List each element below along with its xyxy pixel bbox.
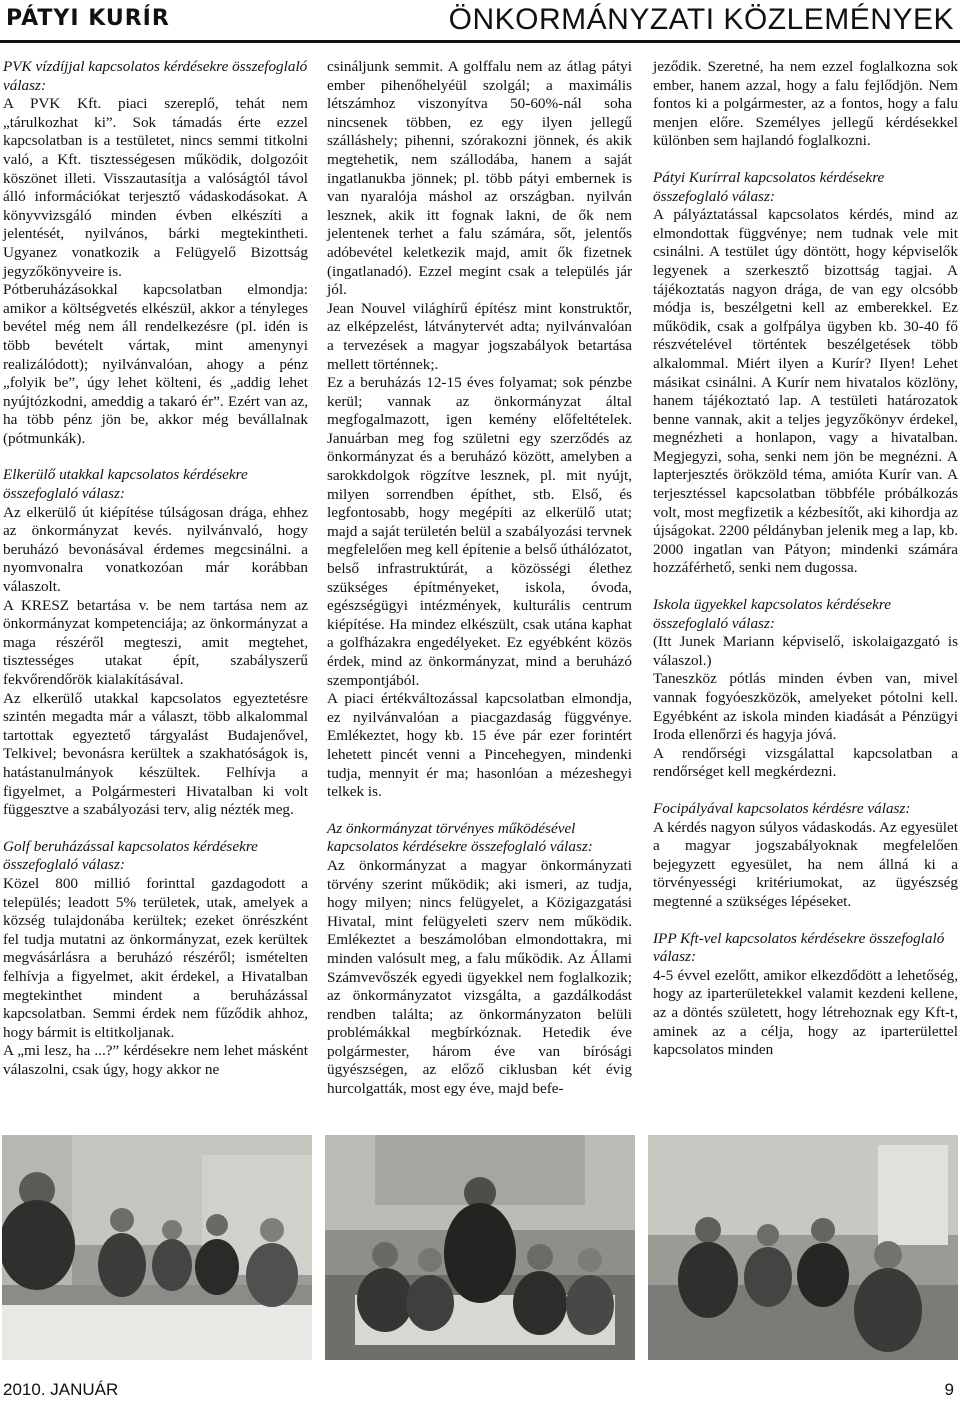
body-paragraph: Pótberuházásokkal kapcsolatban elmondja: amikor a költségvetés elkészül, akkor a tényleges bevétel még nem áll rendelkezésre (pl. idén is több bevételt vártak, mint amenynyi realizálódott); nyilvánvalóan, ahogy a pénz „folyik be”, úgy lehet költeni, és „addig lehet nyújtózkodni, ameddig a takaró ér”. Ezért van az, ha több pénz jön be, akkor még bevállalnak (pótmunkák). [3, 281, 308, 447]
body-paragraph: A „mi lesz, ha ...?” kérdésekre nem lehet másként válaszolni, csak úgy, hogy akkor ne [3, 1042, 308, 1078]
section-heading: Focipályával kapcsolatos kérdésre válasz: [653, 799, 911, 817]
section-title: ÖNKORMÁNYZATI KÖZLEMÉNYEK [448, 3, 954, 36]
section-heading: IPP Kft-vel kapcsolatos kérdésekre összefoglaló válasz: [653, 929, 945, 966]
body-paragraph: Ez a beruházás 12-15 éves folyamat; sok pénzbe kerül; vannak az önkormányzat által megfogalmazott, igen kemény előfeltételek. Januárban meg fog születni egy szerződés az önkormányzat és a beruházó között, amelyben a sarokkdolgok rögzítve lesznek, pl. mit nyújt, milyen sorrendben építhet, stb. Első, és legfontosabb, hogy megépíti az elkerülő utat; majd a saját területén belül a szabályozási tervnek megfelelően meg kell építenie a belső úthálózatot, belső infrastruktúrát, a közösségi élethez szükséges építményeket, iskola, óvoda, egészségügyi intézmények, kulturális centrum kiépítése. Ha mindez elkészült, csak utána kaphat a golfházakra engedélyeket. Ez egyébként közös érdek, mind az önkormányzat, mind a beruházó szempontjából. [327, 374, 632, 689]
page-footer [0, 1378, 960, 1403]
body-paragraph: csináljunk semmit. A golffalu nem az átlag pátyi ember pihenőhelyéül szolgál; a maximális létszámhoz viszonyítva 50-60%-nál soha nincsenek többen, ez egy ilyen jellegű szálláshely; pihenni, szórakozni jönnek, és akik megtehetik, nem szállodába, hanem a saját ingatlanukba jönnek; pl. több pátyi embernek is van nyaralója máshol az országban. nyilván lesznek, akik itt fognak lakni, de ők nem jelentenek terhet a falu számára, sőt, jelentős adóbevétel keletkezik majd, amit ők fizetnek (ingatlanadó). Ezzel megint csak a település jár jól. [327, 58, 632, 299]
body-paragraph: A pályáztatással kapcsolatos kérdés, mind az elmondottak függvénye; nem tudnak vele mit csinálni. A testület úgy döntött, hogy képviselők legyenek a szerkesztő bizottság tagjai. A tájékoztatás nagyon drága, de van egy olcsóbb módja is, beszélgetni kell az emberekkel. Ez működik, csak a golfpálya ügyben kb. 30-40 fő részvételével történtek beszélgetések több alkalommal. Miért ilyen a Kurír? Ilyen! Lehet másikat csinálni. A Kurír nem hivatalos közlöny, hanem tájékoztató lap. A testületi határozatok benne vannak, akit a teljes jegyzőkönyv érdekel, megnézheti a honlapon, vagy a hivatalban. Megjegyzi, soha, senki nem jön be megnézni. A lapterjesztés örökzöld téma, amióta Kurír van. A terjesztéssel kapcsolatban többféle próbálkozás volt, most megfizetik a kézbesítőt, aki kihordja az újságokat. 2200 példányban jelenik meg a lap, kb. 2000 ingatlan van Pátyon; mindenki számára hozzáférhető, senki nem dugossa. [653, 206, 958, 577]
section-heading: Golf beruházással kapcsolatos kérdésekre összefoglaló válasz: [3, 837, 258, 874]
issue-date: 2010. JANUÁR [3, 1380, 119, 1399]
meeting-photo-1 [2, 1135, 312, 1360]
body-paragraph: A KRESZ betartása v. be nem tartása nem az önkormányzat kompetenciája; az önkormányzat a maga részéről megteszi, amit megtehet, tisztességes utakat épít, szabályszerű fekvőrendőrök kialakításával. [3, 596, 308, 688]
body-paragraph: Jean Nouvel világhírű építész mint konstruktőr, az elképzelést, látványtervét adta; nyilvánvalóan a tervezések a magyar jogszabályok betartása mellett történnek;. [327, 299, 632, 373]
body-paragraph: Taneszköz pótlás minden évben van, mivel vannak fogyóeszközök, amelyeket pótolni kell. Egyébként az iskola minden kiadását a Pénzügyi Iroda ellenőrzi és hagyja jóvá. [653, 670, 958, 744]
body-paragraph: 4-5 évvel ezelőtt, amikor elkezdődött a lehetőség, hogy az iparterületekkel valamit kezdeni kellene, az a döntés született, hogy létrehoznak egy Kft-t, aminek az a célja, hogy az iparterülettel kapcsolatos minden [653, 966, 958, 1059]
section-heading: Elkerülő utakkal kapcsolatos kérdésekre összefoglaló válasz: [3, 466, 248, 503]
body-paragraph: A PVK Kft. piaci szereplő, tehát nem „tárulkozhat ki”. Sok támadás érte ezzel kapcsolatban is a testületet, nincs semmi titkolni való, a Kft. tisztességesen működik, dolgozóit köszönet illeti. Visszautasítja a valóságtól távol álló információkat terjesztő vádaskodásokat. A könyvvizsgáló minden évben elkészíti a jelentését, nyilvános, bárki megtekintheti. Ugyanez vonatkozik a Felügyelő Bizottság jegyzőkönyveire is. [3, 95, 308, 280]
body-paragraph: Az önkormányzat a magyar önkormányzati törvény szerint működik; aki ismeri, az tudja, hogy milyen; nincs felügyelet, a Közigazgatási Hivatal, mint felügyeleti szerv nem működik. Emlékeztet a beszámolóban elmondottakra, mi minden valósult meg, a falu működik. Az Állami Számvevőszék egyedi ügyekkel nem foglalkozik; az önkormányzatot vizsgálta, a gazdálkodást rendben találta; az önkormányzaton belüli problémákkal megbírkóznak. Hetedik éve polgármester, három éve van bírósági ügyészségen, az előző ciklusban két évig hurcolgatták, most egy éve, majd befe- [327, 856, 632, 1098]
body-paragraph: jeződik. Szeretné, ha nem ezzel foglalkozna sok ember, hanem azzal, hogy a falu fejlődjön. Nem fontos ki a polgármester, az a fontos, hogy a falu menjen előre. Személyes jellegű kérdésekkel különben sem hajlandó foglalkozni. [653, 58, 958, 150]
body-paragraph: (Itt Junek Mariann képviselő, iskolaigazgató is válaszol.) [653, 633, 958, 669]
text-column-1 [3, 58, 308, 1079]
body-paragraph: Közel 800 millió forinttal gazdagodott a település; leadott 5% területek, utak, amelyek a község tulajdonába kerültek; ezeket önrészként fel tudja mutatni az önkormányzat, ezek kerültek megvásárlásra a beruházó részéről; ismételten felhívja a figyelmet, akit érdekel, a Hivatalban megtekinthet mindent a beruházással kapcsolatban. Semmi érdek nem fűződik ahhoz, hogy bármit is eltitkoljanak. [3, 874, 308, 1041]
section-heading: PVK vízdíjjal kapcsolatos kérdésekre összefoglaló válasz: [3, 58, 308, 94]
section-heading: Pátyi Kurírral kapcsolatos kérdésekre összefoglaló válasz: [653, 168, 885, 205]
body-paragraph: A rendőrségi vizsgálattal kapcsolatban a rendőrséget kell megkérdezni. [653, 744, 958, 781]
newspaper-logo: PÁTYI KURÍR [6, 6, 170, 31]
section-heading: Iskola ügyekkel kapcsolatos kérdésekre összefoglaló válasz: [653, 596, 891, 632]
meeting-photo-2 [325, 1135, 635, 1360]
body-paragraph: Az elkerülő utakkal kapcsolatos egyeztetésre szintén megadta már a választ, több alkalommal tartottak egyeztető tárgyalást Budajenővel, Telkivel; bevonásra kerültek a szakhatóságok is, hatástanulmányok készültek. Felhívja a figyelmet, a Polgármesteri Hivatalban ki volt függesztve a szabályozási terv, alig nézték meg. [3, 689, 308, 819]
masthead [0, 0, 960, 40]
text-column-3 [653, 58, 958, 1060]
text-column-2 [327, 58, 632, 1099]
meeting-photo-3 [648, 1135, 958, 1360]
body-paragraph: Az elkerülő út kiépítése túlságosan drága, ehhez az önkormányzat kevés. nyilvánvaló, hogy beruházó bevonásával érdemes megcsinálni. a nyomvonalra vonatkozóan már korábban válaszolt. [3, 503, 308, 596]
body-paragraph: A piaci értékváltozással kapcsolatban elmondja, ez nyilvánvalóan a piacgazdaság függvénye. Emlékeztet, hogy kb. 15 éve pár ezer forintért lehetett pincét venni a Pincehegyen, mindenki tudja, mennyit ér ma; hasonlóan a mézeshegyi telkek is. [327, 690, 632, 801]
body-paragraph: A kérdés nagyon súlyos vádaskodás. Az egyesület a magyar jogszabályoknak megfelelően bejegyzett egyesület, ha nem állná ki a törvényességi kritériumokat, az ügyészség megtenné a szükséges lépéseket. [653, 818, 958, 910]
section-heading: Az önkormányzat törvényes működésével kapcsolatos kérdésekre összefoglaló válasz: [327, 819, 593, 856]
page-number: 9 [944, 1380, 954, 1399]
header-rule [0, 40, 960, 43]
